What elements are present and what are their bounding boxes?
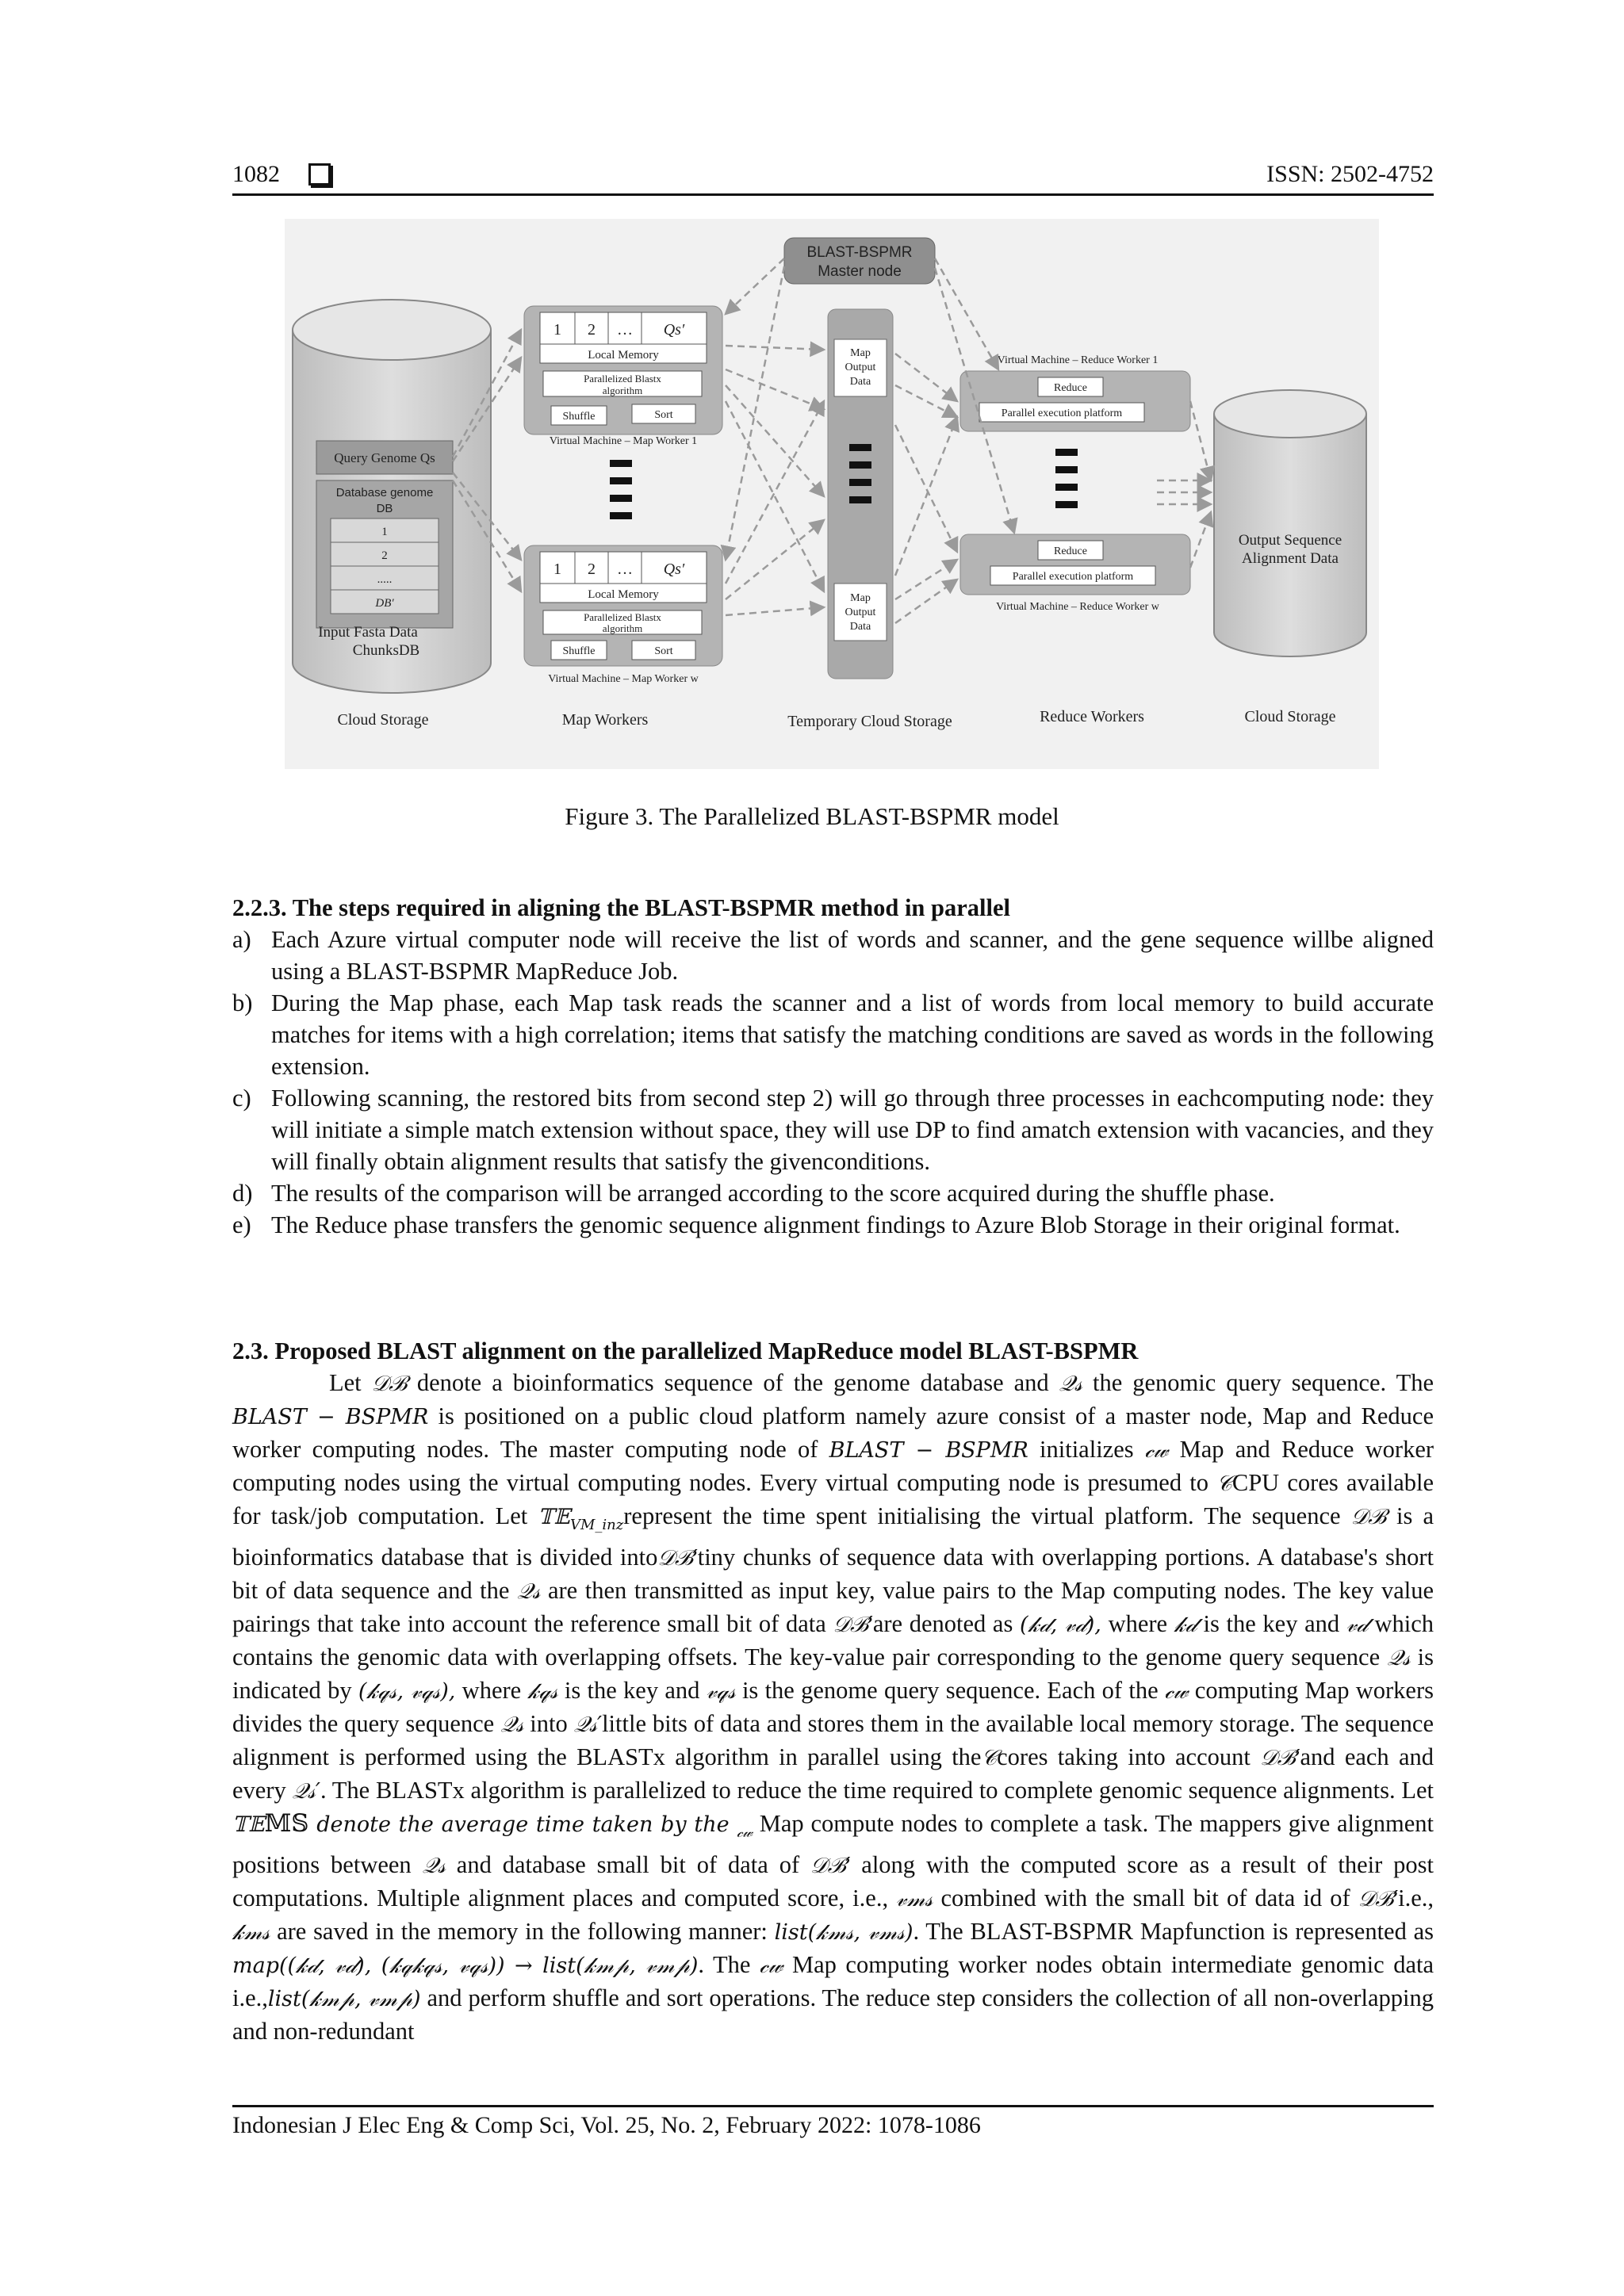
mw1-label: Virtual Machine – Map Worker 1 bbox=[549, 435, 698, 447]
db-label-2: DB bbox=[376, 502, 393, 515]
mww-cell-1: 1 bbox=[553, 561, 561, 578]
step-item: d) The results of the comparison will be arranged according to the score acquired during the shuffle phase. bbox=[232, 1180, 1275, 1207]
square-bullet-icon bbox=[308, 163, 331, 186]
map-worker-1 bbox=[524, 306, 722, 447]
mw1-cell-2: 2 bbox=[588, 321, 596, 339]
step-item: e) The Reduce phase transfers the genomic sequence alignment findings to Azure Blob Storage in their original format. bbox=[232, 1211, 1400, 1238]
query-genome-label: Query Genome Qs bbox=[334, 450, 435, 465]
page-number: 1082 bbox=[232, 161, 280, 187]
issn: ISSN: 2502-4752 bbox=[1266, 161, 1434, 187]
rw1-reduce: Reduce bbox=[1054, 382, 1087, 394]
mw1-algo-1: Parallelized Blastx bbox=[584, 373, 661, 385]
page-header bbox=[232, 155, 1434, 196]
temp-bottom-2: Output bbox=[845, 607, 876, 618]
input-label-1: Input Fasta Data bbox=[318, 624, 418, 641]
mww-algo-2: algorithm bbox=[602, 622, 643, 634]
mww-memory: Local Memory bbox=[588, 588, 659, 601]
section-2-3-title: 2.3. Proposed BLAST alignment on the parallelized MapReduce model BLAST-BSPMR bbox=[232, 1337, 1139, 1364]
figure-caption: Figure 3. The Parallelized BLAST-BSPMR model bbox=[565, 802, 1059, 830]
section-2-2-3-title: 2.2.3. The steps required in aligning the BLAST-BSPMR method in parallel bbox=[232, 894, 1010, 921]
rww-platform: Parallel execution platform bbox=[1012, 571, 1134, 583]
mww-label: Virtual Machine – Map Worker w bbox=[548, 673, 699, 685]
mw1-shuffle: Shuffle bbox=[562, 411, 596, 423]
temporary-cloud-storage bbox=[828, 309, 893, 679]
map-worker-w bbox=[524, 545, 722, 685]
section-2-2-3 bbox=[232, 892, 1434, 1241]
step-item: c) Following scanning, the restored bits from second step 2) will go through three processes in eachcomputing node: they will initiate a simple match extension without space, they will use DP to find amatch extension with vacancies, and they will finally obtain alignment results that satisfy the givenconditions. bbox=[232, 1085, 1434, 1175]
mww-shuffle: Shuffle bbox=[562, 645, 596, 657]
mw1-sort: Sort bbox=[654, 409, 673, 421]
master-node-line2: Master node bbox=[818, 263, 902, 280]
temp-bottom-1: Map bbox=[850, 592, 871, 604]
mww-cell-4: Qs′ bbox=[663, 561, 685, 578]
mw1-memory: Local Memory bbox=[588, 349, 659, 362]
chunk-2: 2 bbox=[381, 549, 388, 562]
figure-blast-bspmr bbox=[285, 219, 1379, 769]
section-2-3 bbox=[232, 1335, 1434, 2049]
output-cloud-storage bbox=[1214, 390, 1366, 656]
mww-algo-1: Parallelized Blastx bbox=[584, 611, 661, 623]
output-label-1: Output Sequence bbox=[1238, 532, 1342, 549]
master-node bbox=[784, 238, 935, 284]
rww-reduce: Reduce bbox=[1054, 545, 1087, 557]
step-item: a) Each Azure virtual computer node will receive the list of words and scanner, and the gene sequence willbe aligned using a BLAST-BSPMR MapReduce Job. bbox=[232, 926, 1434, 985]
page-footer: Indonesian J Elec Eng & Comp Sci, Vol. 25, No. 2, February 2022: 1078-1086 bbox=[232, 2105, 1434, 2139]
input-label-2: ChunksDB bbox=[352, 642, 420, 659]
mw1-cell-1: 1 bbox=[553, 321, 561, 339]
chunk-db-prime: DB′ bbox=[375, 597, 394, 610]
label-cloud-storage-left: Cloud Storage bbox=[337, 711, 429, 729]
mw1-cell-4: Qs′ bbox=[663, 321, 685, 339]
master-node-line1: BLAST-BSPMR bbox=[806, 244, 913, 261]
steps-list bbox=[232, 924, 1434, 1241]
output-label-2: Alignment Data bbox=[1242, 550, 1339, 567]
mww-cell-3: … bbox=[617, 561, 633, 578]
rw1-label: Virtual Machine – Reduce Worker 1 bbox=[997, 354, 1159, 366]
input-cloud-storage bbox=[293, 300, 491, 693]
mw1-cell-3: … bbox=[617, 321, 633, 339]
rw1-platform: Parallel execution platform bbox=[1001, 408, 1123, 419]
chunk-1: 1 bbox=[381, 526, 388, 538]
db-label-1: Database genome bbox=[335, 486, 434, 499]
temp-bottom-3: Data bbox=[849, 621, 871, 633]
label-temporary-storage: Temporary Cloud Storage bbox=[787, 713, 952, 730]
step-item: b) During the Map phase, each Map task reads the scanner and a list of words from local memory to build accurate matches for items with a high correlation; items that satisfy the matching conditions are saved as words in the following extension. bbox=[232, 989, 1434, 1080]
architecture-diagram bbox=[285, 219, 1379, 769]
chunk-dots: ..... bbox=[377, 573, 393, 586]
section-2-3-paragraph: Let 𝒟ℬ denote a bioinformatics sequence of the genome database and 𝒬𝓈 the genomic query sequence. The BLAST − BSPMR is positioned on a public cloud platform namely azure consist of a master node, Map and Reduce worker computing nodes. The master computing node of BLAST − BSPMR initializes 𝒸𝓌 Map and Reduce worker computing nodes using the virtual computing nodes. Every virtual computing node is presumed to 𝒞CPU cores available for task/job computation. Let 𝕋𝔼$_{VM\_inz}$represent the time spent initialising the virtual platform. The sequence 𝒟ℬ is a bioinformatics database that is divided into𝒟ℬ′tiny chunks of sequence data with overlapping portions. A database's short bit of data sequence and the 𝒬𝓈 are then transmitted as input key, value pairs to the Map computing nodes. The key value pairings that take into account the reference small bit of data 𝒟ℬ′are denoted as (𝓀𝒹, 𝓋𝒹), where 𝓀𝒹 is the key and 𝓋𝒹 which contains the genomic data with overlapping offsets. The key-value pair corresponding to the genome query sequence 𝒬𝓈 is indicated by (𝓀𝓆𝓈, 𝓋𝓆𝓈), where 𝓀𝓆𝓈 is the key and 𝓋𝓆𝓈 is the genome query sequence. Each of the 𝒸𝓌 computing Map workers divides the query sequence 𝒬𝓈 into 𝒬𝓈′little bits of data and stores them in the available local memory storage. The sequence alignment is performed using the BLASTx algorithm in parallel using the𝒞cores taking into account 𝒟ℬ′and each and every 𝒬𝓈′. The BLASTx algorithm is parallelized to reduce the time required to complete genomic sequence alignments. Let 𝕋𝔼𝕄𝕊 denote the average time taken by the $_{𝒸𝓌}$ Map compute nodes to complete a task. The mappers give alignment positions between 𝒬𝓈 and database small bit of data of 𝒟ℬ′ along with the computed score as a result of their post computations. Multiple alignment places and computed score, i.e., 𝓋𝓂𝓈 combined with the small bit of data id of 𝒟ℬ′i.e., 𝓀𝓂𝓈 are saved in the memory in the following manner: list(𝓀𝓂𝓈, 𝓋𝓂𝓈). The BLAST-BSPMR Mapfunction is represented as map((𝓀𝒹, 𝓋𝒹), (𝓀𝓆𝓀𝓆𝓈, 𝓋𝓆𝓈)) → list(𝓀𝓂𝓅, 𝓋𝓂𝓅). The 𝒸𝓌 Map computing worker nodes obtain intermediate genomic data i.e.,list(𝓀𝓂𝓅, 𝓋𝓂𝓅) and perform shuffle and sort operations. The reduce step considers the collection of all non-overlapping and non-redundant bbox=[232, 1369, 1434, 2045]
label-cloud-storage-right: Cloud Storage bbox=[1244, 708, 1336, 725]
mww-sort: Sort bbox=[654, 645, 673, 657]
mww-cell-2: 2 bbox=[588, 561, 596, 578]
label-map-workers: Map Workers bbox=[561, 711, 649, 729]
temp-top-1: Map bbox=[850, 347, 871, 359]
label-reduce-workers: Reduce Workers bbox=[1040, 708, 1144, 725]
temp-top-3: Data bbox=[849, 376, 871, 388]
rww-label: Virtual Machine – Reduce Worker w bbox=[996, 601, 1159, 613]
temp-top-2: Output bbox=[845, 362, 876, 373]
mw1-algo-2: algorithm bbox=[602, 385, 643, 396]
